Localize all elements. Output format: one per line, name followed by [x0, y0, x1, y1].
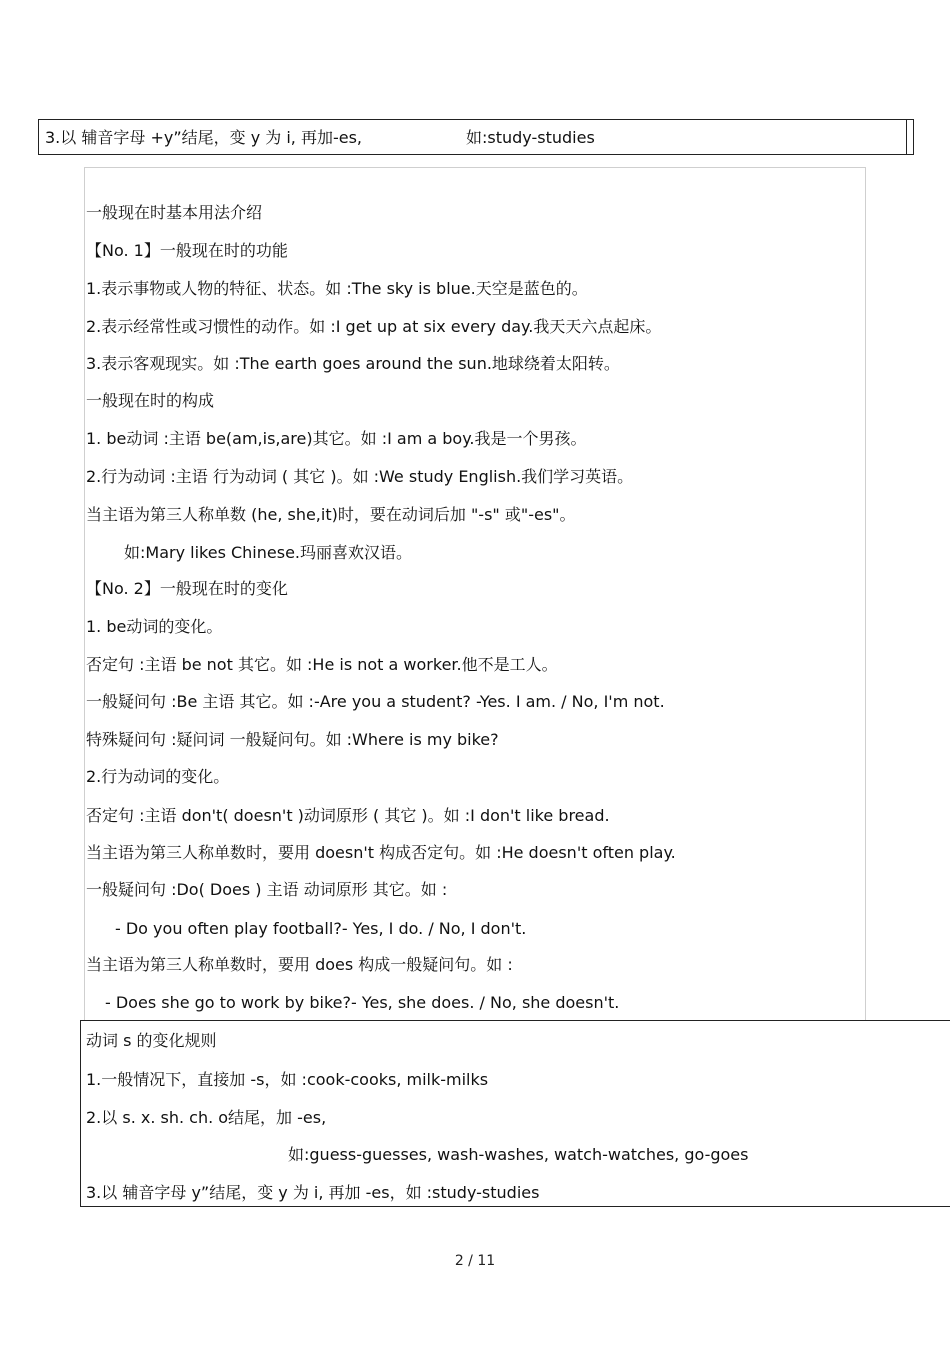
example-line: - Do you often play football?- Yes, I do. / No, I don't. — [115, 919, 527, 938]
text-line: 1. be动词的变化。 — [86, 617, 223, 636]
rule-line: 2.以 s. x. sh. ch. o结尾，加 -es, — [86, 1108, 327, 1127]
text-line: 2.行为动词的变化。 — [86, 767, 230, 786]
example-line: - Does she go to work by bike?- Yes, she does. / No, she doesn't. — [105, 993, 620, 1012]
text-line: 否定句 :主语 be not 其它。如 :He is not a worker.他不是工人。 — [86, 655, 558, 674]
rule-line-3-top: 3.以 辅音字母 +y”结尾，变 y 为 i, 再加-es, — [45, 128, 362, 147]
text-line: 一般疑问句 :Be 主语 其它。如 :-Are you a student? -Yes. I am. / No, I'm not. — [86, 692, 665, 711]
top-table-cell — [38, 119, 914, 155]
text-line: 1. be动词 :主语 be(am,is,are)其它。如 :I am a boy.我是一个男孩。 — [86, 429, 587, 448]
rules-title: 动词 s 的变化规则 — [86, 1031, 217, 1050]
text-line: 2.行为动词 :主语 行为动词 ( 其它 )。如 :We study English.我们学习英语。 — [86, 467, 634, 486]
text-line: 特殊疑问句 :疑问词 一般疑问句。如 :Where is my bike? — [86, 730, 499, 749]
heading-no1: 【No. 1】一般现在时的功能 — [86, 241, 288, 260]
verb-s-rules-cell — [80, 1020, 950, 1207]
section-title-intro: 一般现在时基本用法介绍 — [86, 203, 263, 222]
section-title-structure: 一般现在时的构成 — [86, 391, 215, 410]
rule-line: 1.一般情况下，直接加 -s，如 :cook-cooks, milk-milks — [86, 1070, 489, 1089]
heading-no2: 【No. 2】一般现在时的变化 — [86, 579, 288, 598]
rule-example: 如:guess-guesses, wash-washes, watch-watches, go-goes — [288, 1145, 749, 1164]
text-line: 否定句 :主语 don't( doesn't )动词原形 ( 其它 )。如 :I don't like bread. — [86, 806, 610, 825]
example-line: 如:Mary likes Chinese.玛丽喜欢汉语。 — [124, 543, 412, 562]
text-line: 一般疑问句 :Do( Does ) 主语 动词原形 其它。如 : — [86, 880, 448, 899]
page-number: 2 / 11 — [454, 1253, 496, 1269]
rule-example-top: 如:study-studies — [466, 128, 595, 147]
text-line: 2.表示经常性或习惯性的动作。如 :I get up at six every day.我天天六点起床。 — [86, 317, 662, 336]
text-line: 当主语为第三人称单数时，要用 doesn't 构成否定句。如 :He doesn't often play. — [86, 843, 676, 862]
rule-line: 3.以 辅音字母 y”结尾，变 y 为 i, 再加 -es，如 :study-studies — [86, 1183, 540, 1202]
text-line: 当主语为第三人称单数时，要用 does 构成一般疑问句。如 : — [86, 955, 513, 974]
text-line: 当主语为第三人称单数 (he, she,it)时，要在动词后加 "-s" 或"-es"。 — [86, 505, 576, 524]
text-line: 1.表示事物或人物的特征、状态。如 :The sky is blue.天空是蓝色的。 — [86, 279, 588, 298]
text-line: 3.表示客观现实。如 :The earth goes around the sun.地球绕着太阳转。 — [86, 354, 620, 373]
